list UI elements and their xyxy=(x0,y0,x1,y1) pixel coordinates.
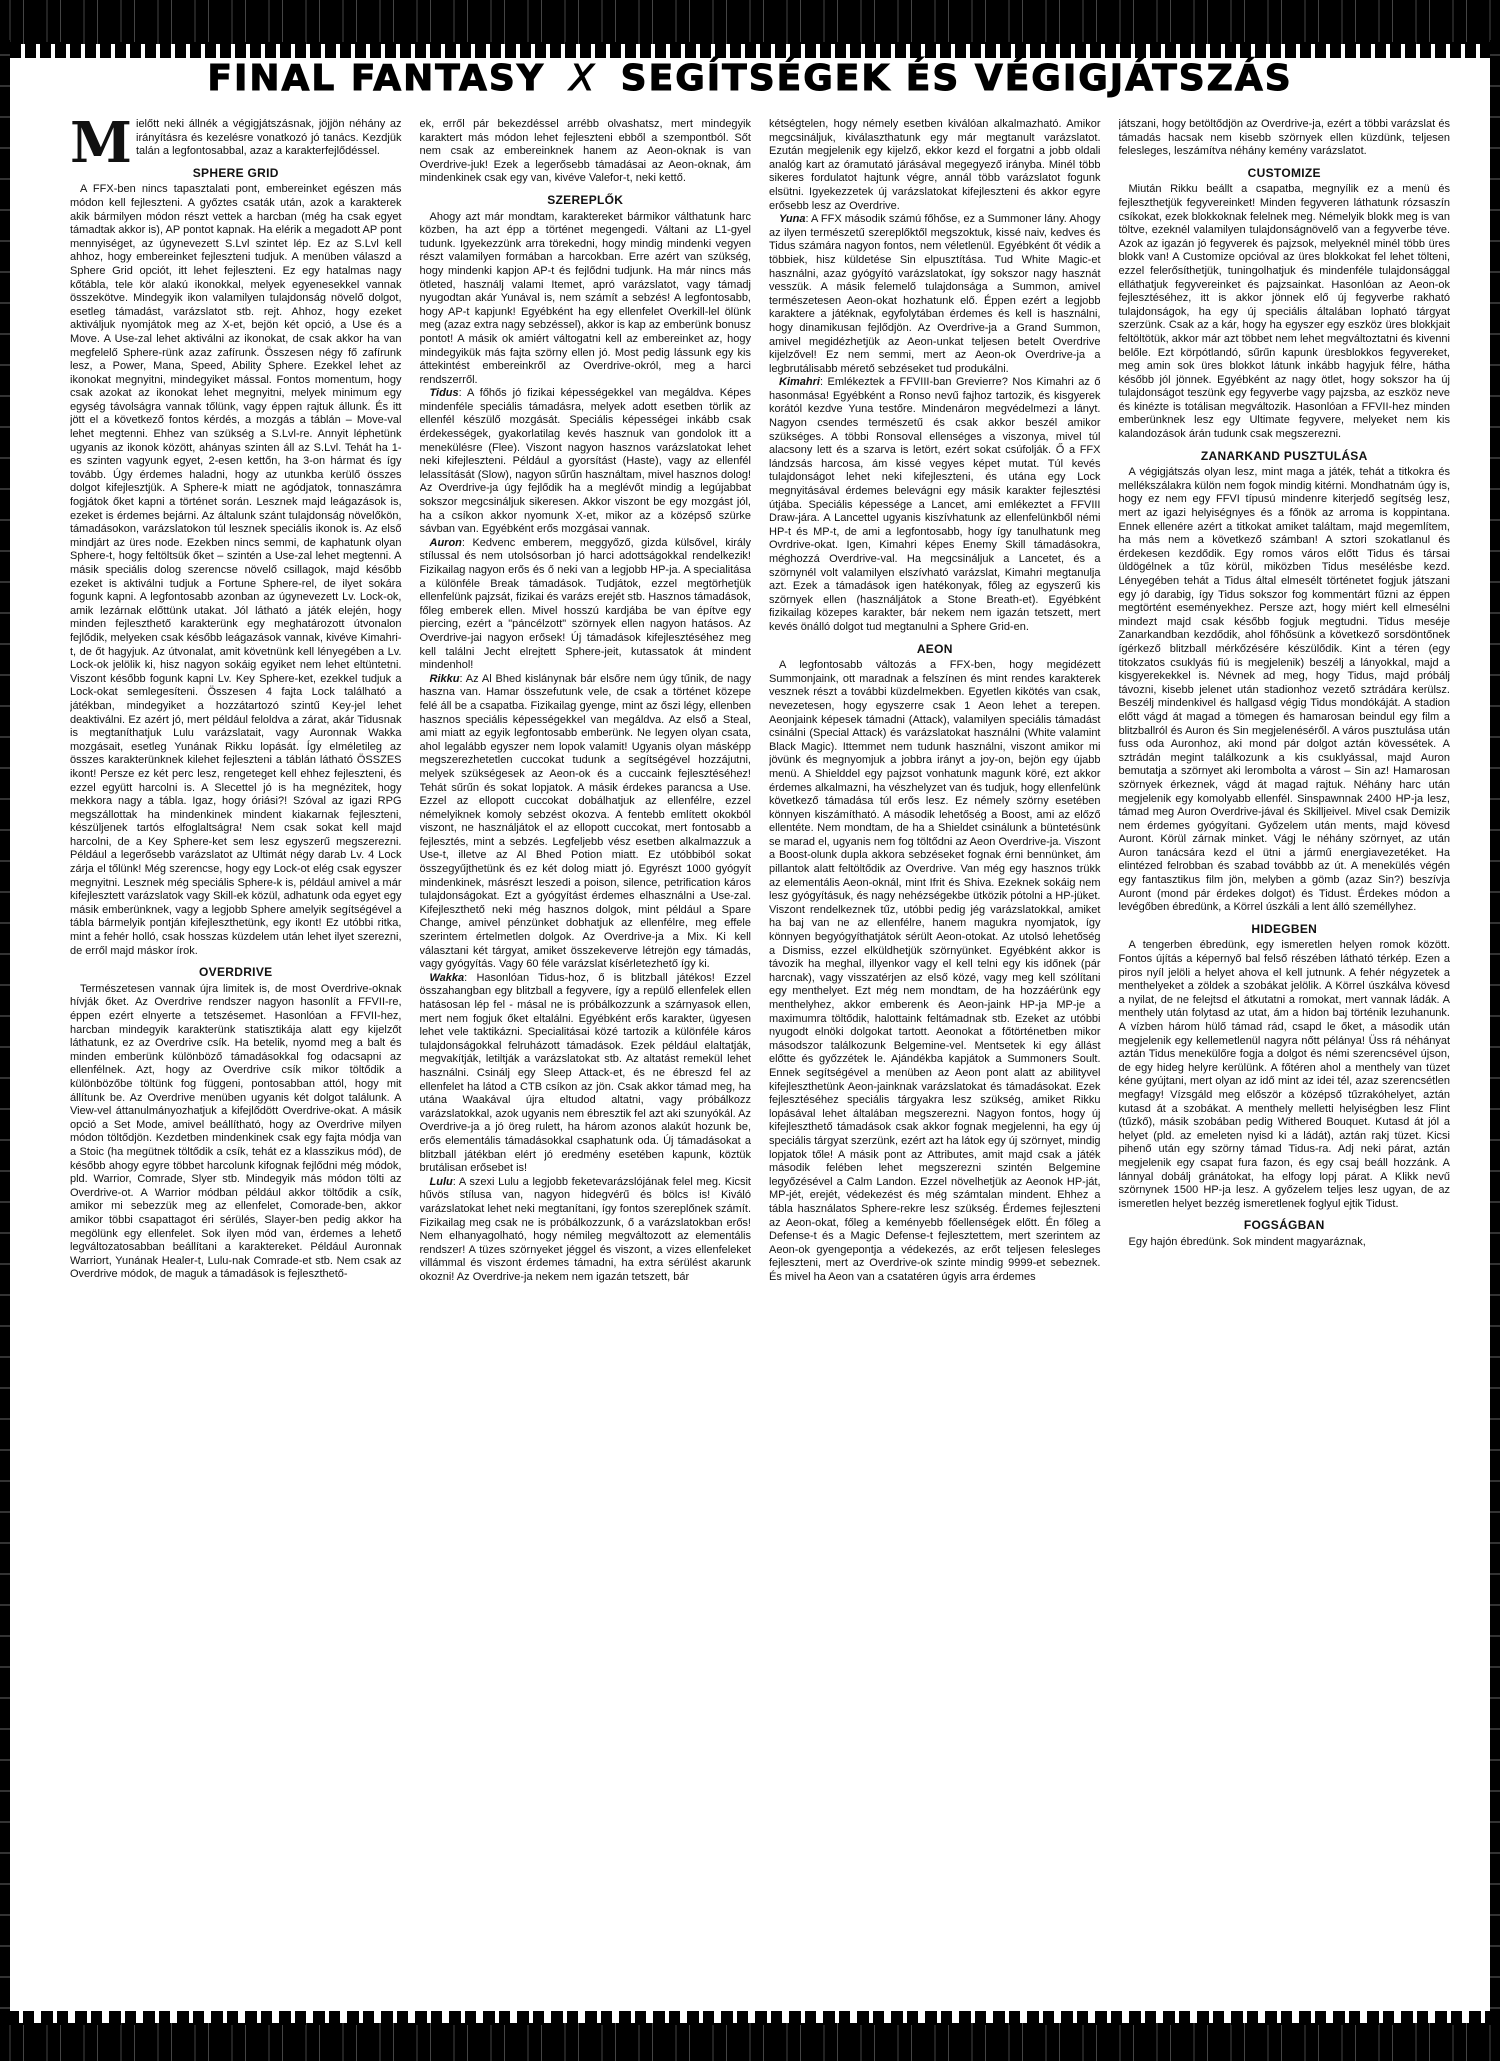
auron-name: Auron xyxy=(429,536,462,549)
wakka-name: Wakka xyxy=(429,971,465,984)
title-left: FINAL FANTASY xyxy=(207,58,545,99)
heading-sphere-grid: SPHERE GRID xyxy=(192,165,279,180)
customize-paragraph: Miután Rikku beállt a csapatba, megnyílik ez a menü és fejleszthetjük fegyvereinket! Minden fegyveren láthatunk rózsaszín csíkokat, ezek blokkoknak felelnek meg. Némelyik blokk meg is van töltve, ezeknél valamilyen tulajdonságnövelő van a fegyverbe téve. Azok az igazán jó fegyverek és pajzsok, melyeknél minél több üres blokk van! A Customize opcióval az üres blokkokat fel lehet tölteni, ezzel felerősíthetjük, tuningolhatjuk és mindenféle tulajdonsággal elláthatjuk fegyvereinket és pajzsainkat. Hasonlóan az Aeon-ok fejlesztéséhez, itt is akkor jönnek elő új fegyverbe rakható tulajdonságok, ha egy új speciális általában lopható tárgyat szerzünk. Csak az a kár, hogy ha egyszer egy eszköz üres blokkjait feltöltötük, akkor már azt többet nem lehet megváltoztatni és kivenni belőle. Ezt körpótlandó, sűrűn kapunk üresblokkos fegyvereket, meg amin sok üres blokkot látunk inkább hagyjuk félre, hátha később jól jönnek. Egyébként az nagy ötlet, hogy sokszor ha új tulajdonságot teszünk egy fegyverbe vagy pajzsba, az eszköz neve és kinézte is totálisan megváltozik. Hasonlóan a FFVII-hez minden emberünknek lesz egy Ultimate fegyvere, melyeket nem kis kalandozások árán tudunk csak megszerezni. xyxy=(1118,183,1450,441)
article-body xyxy=(70,118,1450,2008)
heading-overdrive: OVERDRIVE xyxy=(199,965,273,980)
heading-hidegben: HIDEGBEN xyxy=(1251,921,1318,936)
lulu-paragraph xyxy=(420,1176,752,1285)
top-border xyxy=(0,0,1500,44)
right-border xyxy=(1490,40,1500,2027)
overdrive-cont-paragraph: ek, erről pár bekezdéssel arrébb olvashatsz, mert mindegyik karaktert más módon lehet fejleszteni ebből a szempontból. Sőt nem csak az embereinknek hanem az Aeon-oknak is van Overdrive-juk! Ezek a legerősebb támadásai az Aeon-oknak, ám mindenkinek csak egy van, kivéve Valefor-t, neki kettő. xyxy=(419,118,751,185)
lulu-text: : A szexi Lulu a legjobb feketevarázslójának felel meg. Kicsit hűvös stílusa van, nagyon hidegvérű és bölcs is! Kiváló varázslatokat lehet neki megtanítani, így fontos szereplőnek számít. Fizikailag meg csak ne is próbálkozzunk, ő a varázslatokban erős! Nem elhanyagolható, hogy némileg megváltozott az elementális rendszer! A tüzes szörnyeket jéggel és viszont, a vizes ellenfeleket villámmal és viszont érdemes támadni, ha extra sérülést akarunk okozni! Az Overdrive-ja nekem nem igazán tetszett, bár xyxy=(419,1175,751,1283)
szereplok-paragraph: Ahogy azt már mondtam, karaktereket bármikor válthatunk harc közben, ha azt épp a történet megengedi. Váltani az L1-gyel tudunk. Igyekezzünk arra törekedni, hogy mindig mindenki vegyen részt valamilyen formában a harcokban. Erre azért van szükség, hogy mindenki kapjon AP-t és fejlődni tudjunk. Ha már nincs más ötleted, használj valami Itemet, apró varázslatot, vagy támadj nyugodtan akár Yunával is, nem számít a sebzés! A legfontosabb, hogy AP-t kapjunk! Egyébként ha egy ellenfelet Overkill-lel ölünk meg (azaz extra nagy sebzéssel), akkor is kap az emberünk bonusz pontot! A másik ok amiért váltogatni kell az embereinket az, hogy mindegyikük más fajta szörny ellen jó. Most pedig lássunk egy kis áttekintést embereinkről az Overdrive-okról, meg a harci rendszerről. xyxy=(419,210,751,386)
fogsagban-paragraph: Egy hajón ébredünk. Sok mindent magyaráznak, xyxy=(1128,1235,1366,1248)
heading-zanarkand: ZANARKAND PUSZTULÁSA xyxy=(1200,448,1368,463)
title-right: SEGÍTSÉGEK ÉS VÉGIGJÁTSZÁS xyxy=(620,58,1293,99)
kimahri-text: : Emlékeztek a FFVIII-ban Grevierre? Nos Kimahri az ő hasonmása! Egyébként a Ronso nevű fajhoz tartozik, és kisgyerek korától kezdve Yuna testőre. Mindenáron megvédelmezi a lányt. Nagyon csendes természetű és csak akkor beszél amikor szükséges. A többi Ronsoval ellenséges a viszonya, mivel túl alacsony lett és a szarva is letört, ezért sokat csúfolják. Ő a FFX lándzsás harcosa, ám kissé vegyes képet mutat. Túl kevés tulajdonságot lehet neki kifejleszteni, és utána egy Lock megnyitásával érdemes belevágni egy másik karakter fejlesztési útjába. Speciális képessége a Lancet, ami emlékeztet a FFVIII Draw-jára. A Lancettel ugyanis kiszívhatunk az ellenfelünkből némi HP-t és MP-t, de ami a legfontosabb, hogy így tanulhatunk meg Ovrdrive-okat. Igen, Kimahri képes Enemy Skill támadásokra, méghozzá Overdrive-val. Ha megcsináljuk a Lancetet, és a szörnynél volt valamilyen elszívható varázslat, Kimahri megtanulja azt. Ezek a támadások igen hatékonyak, főleg az egyszerű kis szörnyek ellen (használjátok a Stone Breath-et). Egyébként fizikailag közepes karakter, bár nekem nem igazán tetszett, mert kevés önálló dolgot tud megtanulni a Sphere Grid-en. xyxy=(769,376,1101,633)
column-3 xyxy=(769,118,1101,2008)
yuna-paragraph xyxy=(769,213,1101,376)
left-border xyxy=(0,40,10,2027)
tidus-text: : A főhős jó fizikai képességekkel van megáldva. Képes mindenféle speciális támadásra, melyek adott esetben törlik az ellenfél készülő mozgását. Speciális képességei inkább csak érdekességek, gyakorlatilag kevés hasznuk van gondolok itt a menekülésre (Flee). Viszont nagyon hasznos varázslatokat lehet neki kifejleszteni. Például a gyorsítást (Haste), vagy az ellenfél lelassítását (Slow), nagyon sűrűn használtam, mivel hasznos dolog! Az Overdrive-ja úgy fejlődik ha a meglévőt mindig a legújabbat sokszor megcsináljuk sikeresen. Akkor viszont be egy mozgást jól, ha a csíkon akkor nyomunk X-et, mikor az a középső szürke sávban van. Egyébként erős mozgásai vannak. xyxy=(419,387,751,536)
drop-cap: M xyxy=(70,118,132,176)
sphere-grid-paragraph: A FFX-ben nincs tapasztalati pont, embereinket egészen más módon kell fejleszteni. A győztes csaták után, azok a karakterek akik bármilyen módon részt vettek a harcban (még ha csak egyet támadtak akkor is), AP pontot kapnak. Ha elérik a megadott AP pont mennyiséget, az úgynevezett S.Lvl szintet lép. Ez az S.Lvl kell ahhoz, hogy embereinket fejleszteni tudjuk. A menüben válaszd a Sphere Grid opciót, itt lehet fejleszteni. Ez egy hatalmas nagy kőtábla, tele kör alakú ikonokkal, melyek egyenesekkel vannak összekötve. Mindegyik ikon valamilyen tulajdonság növelő dolgot, esetleg támadást, varázslatot stb. rejt. Ahhoz, hogy ezeket aktiváljuk nyomjátok meg az X-et, bejön két opció, a Use és a Move. A Use-zal lehet aktiválni az ikonokat, de csak akkor ha van megfelelő Sphere-rünk azaz zafírunk. Összesen négy fő zafírunk lesz, a Power, Mana, Speed, Ability Sphere. Ezekkel lehet az ikonokat megnyitni, mindegyiket mással. Fontos momentum, hogy csak azokat az ikonokat lehet megnyitni, melyek minimum egy egység távolságra vannak tőlünk, vagy éppen rajtuk állunk. És itt jött el a következő fontos kérdés, a mozgás a táblán – Move-val lehet megtenni. Ehhez van szükség a S.Lvl-re. Annyit léphetünk ugyanis az ikonok között, ahányas szinten áll az S.Lvl. Tehát ha 1-es szinten vagyunk egyet, 2-esen kettőn, ha 3-on hármat és így tovább. Úgy érdemes haladni, hogy az utunkba kerülő összes dolgot kifejlesztjük. A Sphere-k miatt ne agódjatok, tonnaszámra fogjátok őket kapni a történet során. Lesznek majd leágazások is, ezeket is érdemes bejárni. Az általunk szánt tulajdonság növelőkön, támadásokon, varázslatokon túl lesznek speciális ikonok is. Az első mindjárt az üres node. Ezekben nincs semmi, de kaphatunk olyan Sphere-t, hogy feltöltsük őket – szintén a Use-zal lehet megtenni. A másik speciális dolog szerencse növelő csillagok, majd később ezeket is aktiválni tudjuk a Fortune Sphere-rel, de ilyet sokára fogunk kapni. A legfontosabb azonban az úgynevezett Lv. Lock-ok, amik lezárnak előttünk utakat. Jól látható a játék elején, hogy minden fejleszthető karakterünk egy meghatározott útvonalon fejlődik, melyeken csak később leágazások vannak, kivéve Kimahri-t, de őt hagyjuk. Az útvonalat, amit követnünk kell lényegében a Lv. Lock-ok jelölik ki, hisz nagyon sokáig egyiket nem lehet eltüntetni. Viszont később fogunk kapni Lv. Key Sphere-ket, ezekkel tudjuk a Lock-okat semlegesíteni. Összesen 4 fajta Lock található a játékban, mindegyiket a hozzátartozó szintű Key-jel lehet deaktiválni. Ez azért jó, mert például feloldva a zárat, akár Tidusnak is megtaníthatjuk Lulu varázslatait, vagy Auronnak Wakka mozgásait, esetleg Yunának Rikku lopását. Így elméletileg az összes karakterünknek kilehet fejleszteni a táblán látható ÖSSZES ikont! Persze ez két perc lesz, rengeteget kell ehhez fejleszteni, és ezzel együtt harcolni is. A Slecettel jó is ha megnézitek, hogy mekkora nagy a tábla. Igaz, hogy óriási?! Szóval az igazi RPG megszállottak ha mindenkinek mindent kiakarnak fejleszteni, készüljenek tartós elfoglaltságra! Nem csak sokat kell majd harcolni, de a Key Sphere-ket sem lesz egyszerű megszerezni. Például a legerősebb varázslatot az Ultimát négy darab Lv. 4 Lock zárja el tőlünk! Még szerencse, hogy egy Lock-ot elég csak egyszer megnyitni. Lesznek még speciális Sphere-k is, például amivel a már kifejlesztett varázslatok vagy Skill-ek közül, adhatunk oda egyet egy másik emberünknek, vagy a legjobb Sphere amelyik segítségével a tábla bármelyik pontján kifejleszthetünk, egy ikont! Ez utóbbi ritka, mint a fehér holló, csak hosszas küzdelem után lehet ilyet szerezni, de erről majd máskor írok. xyxy=(70,183,402,957)
yuna-name: Yuna xyxy=(779,213,806,226)
yuna-text: : A FFX második számú főhőse, ez a Summoner lány. Ahogy az ilyen természetű szereplőktől megszoktuk, kissé naiv, kedves és Tidus számára nagyon fontos, nem véletlenül. Egyébként őt védik a többiek, hisz küldetése Sin elpusztítása. Tud White Magic-et használni, azaz gyógyító varázslatokat, így sokszor nagy hasznát vesszük. A másik felemelő tulajdonsága a Summon, amivel természetesen Aeon-okat hozhatunk elő. Éppen ezért a legjobb karaktere a játéknak, egyfolytában érdemes és kell is használni, hogy dinamikusan fejlődjön. Az Overdrive-ja a Grand Summon, amivel megidézhetjük az Aeon-unkat teljesen betelt Overdrive kijelzővel! Ez nem semmi, mert az Aeon-ok Overdrive-ja a legbrutálisabb mérető sebzéseket tud produkálni. xyxy=(769,213,1101,375)
hidegben-paragraph: A tengerben ébredünk, egy ismeretlen helyen romok között. Fontos újítás a képernyő bal felső részében látható térkép. Ezen a piros nyíl jelöli a helyet ahova el kell jutnunk. A fehér négyzetek a menthelyeket a zöldek a szobákat jelölik. A Körrel úszkálva kövesd a nyilat, de ne felejtsd el átkutatni a romokat, mert vannak ládák. A menthely után folytasd az utat, ám a hidon baj történik lezuhanunk. A vízben három hülő támad rád, csapd le őket, a második után megjelenik egy kellemetlenül nagyra nőtt pélánya! Üss rá néhányat aztán Tidus menekülőre fogja a dolgot és némi szerencsével újson, de egy hideg helyre kerülünk. A főtéren ahol a menthely van tüzet kéne gyújtani, mert olyan az idő mint az idei tél, azaz szerencsétlen megfagy! Vízsgáld meg először a középső tűzrakóhelyet, aztán kutasd át a szobákat. A menthely melletti helyiségben lesz Flint (tűzkő), másik szobában pedig Withered Bouquet. Kutasd át jól a helyet (pld. az emeleten nyisd ki a ládát), aztán rakj tüzet. Kicsi pihenő után egy szörny támad Tidus-ra. Adj neki párat, aztán megjelenik egy csapat fura fazon, és egy csaj beáll hozzánk. A lánnyal dobálj gránátokat, ha elfogy lopj párat. A Klikk nevű szörnynek 1500 HP-ja lesz. A győzelem teljes lesz ugyan, de az ismeretlen helyet bezzég ismeretlenek foglyul ejtik Tidust. xyxy=(1118,939,1450,1210)
heading-szereplok: SZEREPLŐK xyxy=(547,192,624,207)
aeon-paragraph: A legfontosabb változás a FFX-ben, hogy megidézett Summonjaink, ott maradnak a felszínen és mint rendes karakterek vesznek részt a további küzdelmekben. Egyetlen kikötés van csak, nevezetesen, hogy egyszerre csak 1 Aeon lehet a terepen. Aeonjaink képesek támadni (Attack), valamilyen speciális támadást csinálni (Special Attack) és varázslatokat használni (White valamint Black Magic). Ittemmet nem tudunk használni, viszont amikor mi jövünk és megnyomjuk a jobbra irányt a joy-on, bejön egy újabb menü. A Shielddel egy pajzsot vonhatunk magunk köré, ezt akkor érdemes alkalmazni, ha vészhelyzet van és tudjuk, hogy ellenfelünk következő támadása túl erős lesz. Ez némely szörny esetében könnyen kiszámítható. A második lehetőség a Boost, ami az előző ellentéte. Nem mondtam, de ha a Shieldet csinálunk a büntetésünk se marad el, ugyanis nem fog töltődni az Aeon Overdrive-ja. Viszont a Boost-olunk dupla akkora sebzéseket fognak érni bennünket, ám pillantok alatt feltöltődik az Overdrive. Van még egy hasznos trükk az elementális Aeon-oknál, mint Ifrit és Shiva. Ezeknek sokáig nem lesz gyógyításuk, és nagy nehézségekbe ütközik pótolni a HP-jüket. Viszont rendelkeznek tűz, utóbbi pedig jég varázslatokkal, amiket ha baj van ne az ellenfélre, hanem magukra nyomjatok, így könnyen begyógyíthatjátok sérült Aeon-otokat. Az utolsó lehetőség a Dismiss, ezzel elküldhetjük szörnyünket. Egyébként akkor is távozik ha meghal, illyenkor vagy el kell telni egy kis időnek (pár harcnak), vagy visszatérjen az első közé, vagy meg kell szólítani egy menthelyet. Ezt még nem mondtam, de ha hozzáérünk egy menthelyhez, akkor emberenk és Aeon-jaink HP-ja MP-je a maximumra töltődik, halottaink feltámadnak stb. Ezeket az utóbbi nyugodt elnöki dolgokat tartott. Aeonokat a főtörténetben mikor másodszor találkozunk Belgemine-vel. Mentsetek ki egy állást előtte és győzzétek le. Ajándékba kapjátok a Summoners Soult. Ennek segítségével a menüben az Aeon pont alatt az abilityvel kifejleszthetünk Aeon-jainknak varázslatokat és támadásokat. Ezek fejlesztéséhez speciális tárgyakra lesz szükség, amiket Rikku lopásával lehet általában megszerezni. Nagyon fontos, hogy új kifejleszthető támadások csak akkor fognak megjelenni, ha egy új speciális tárgyat szerzünk, ezért azt ha látok egy új szörnyet, mindig lopjatok tőle! A másik pont az Attributes, amit majd csak a játék második felében lehet megszerezni szintén Belgemine legyőzésével a Calm Landon. Ezzel növelhetjük az Aeonok HP-ját, MP-jét, erejét, védekezést és még számtalan mindent. Ehhez a tábla használatos Sphere-rekre lesz szükség. Érdemes fejleszteni az Aeon-okat, főleg a keményebb főellenségek előtt. Én főleg a Defense-t és a Magic Defense-t fejlesztettem, mert szerintem az Aeon-ok gyengepontja a védekezés, az erőt teljesen felesleges fejleszteni, mert az Overdrive-ok szinte mindig 9999-et sebeznek. És mivel ha Aeon van a csatatéren úgyis arra érdemes xyxy=(769,659,1101,1283)
bottom-border xyxy=(0,2023,1500,2061)
kimahri-paragraph xyxy=(769,376,1101,634)
intro-text: ielőtt neki állnék a végigjátszásnak, jöjjön néhány az irányításra és kezelésre vonatkozó jó tanács. Kezdjük talán a legfontosabbal, azaz a karakterfejlődéssel. xyxy=(136,118,402,158)
tidus-name: Tidus xyxy=(429,387,459,400)
rikku-name: Rikku xyxy=(429,672,460,685)
heading-customize: CUSTOMIZE xyxy=(1247,165,1321,180)
heading-aeon: AEON xyxy=(916,641,953,656)
column-4 xyxy=(1119,118,1451,2008)
page-title xyxy=(0,58,1500,99)
kimahri-name: Kimahri xyxy=(779,376,820,389)
wakka-text: : Hasonlóan Tidus-hoz, ő is blitzball játékos! Ezzel összahangban egy blitzball a fegyvere, így a repülő ellenfelek ellen hatásosan lép fel - másal ne is próbálkozzunk a szárnyasok ellen, mert nem fogjuk őket eltalálni. Egyébként erős karakter, ügyesen lehet vele taktikázni. Specialitásai közé tartozik a különféle káros tulajdonságokkal felruházott támadások. Ezek például elaltatják, megvakítják, letiltják a varázslatokat stb. Az altatást remekül lehet használni. Csinálj egy Sleep Attack-et, és ne ébreszd fel az ellenfelet ha látod a CTB csíkon az jön. Csak akkor támad meg, ha utána Waakával újra eltudod altatni, vagy próbálkozz varázslatokkal, azok ugyanis nem ébresztik fel azt aki szunyókál. Az Overdrive-ja a jó öreg rulett, ha három azonos alakút hozunk be, erős elementális támadásokkal csaphatunk oda. Új támadásokat a blitzball játékban elért jó eredmény esetében kapunk, köztük brutálisan erősebet is! xyxy=(419,971,751,1175)
tidus-paragraph xyxy=(420,387,752,537)
heading-fogsagban: FOGSÁGBAN xyxy=(1243,1218,1325,1233)
column-1 xyxy=(70,118,402,2008)
title-x: X xyxy=(569,58,597,99)
auron-paragraph xyxy=(420,537,752,673)
rikku-text: : Az Al Bhed kislánynak bár elsőre nem úgy tűnik, de nagy haszna van. Hamar összefutunk vele, de csak a történet közepe felé áll be a csapatba. Fizikailag gyenge, mint az őszi légy, ellenben hasznos speciális képességekkel van megáldva. Az első a Steal, ami miatt az egyik legfontosabb emberünk. Ne legyen olyan csata, ahol legalább egyszer nem lopok valamit! Ugyanis olyan másképp megszerezhetetlen cuccokat tudunk a segítségével hozzájutni, melyek szükségesek az Aeon-ok és a cuccaink fejlesztéséhez! Tehát sűrűn és sokat lopjatok. A másik érdekes parancsa a Use. Ezzel az ellopott cuccokat dobálhatjuk az ellenfélre, ezzel némelyiknek komoly sebzést okozva. A fentebb említett okokból viszont, ne használjátok el az ellopott cuccokat, mert fontosabb a fejlesztés, mint a sebzés. Legfeljebb vész esetben alkalmazzuk a Use-t, illetve az Al Bhed Potion miatt. Ez utóbbiból sokat összegyűjthetünk és ez két dolog miatt jó. Egyrészt 1000 gyógyít mindenkinek, másrészt leszedi a poison, silence, petrification káros tulajdonságokat. Ezt a gyógyítást érdemes elhasználni a Use-zal. Kifejleszthető neki még hasznos dolgok, mint például a Spare Change, amivel pénzünket dobhatjuk az ellenfélre, meg effele szerintem értelmetlen dolgok. Az Overdrive-ja a Mix. Ki kell választani két tárgyat, amiket összekeverve létrejön egy támadás, vagy gyógyítás. Vagy 60 féle varázslat kísérletezhető így ki. xyxy=(419,672,751,971)
aeon-cont-paragraph: játszani, hogy betöltődjön az Overdrive-ja, ezért a többi varázslat és támadás hacsak nem kisebb szörnyek ellen küzdünk, teljesen felesleges, leszámítva néhány kemény varázslatot. xyxy=(1118,118,1450,158)
lulu-cont-paragraph: kétségtelen, hogy némely esetben kiválóan alkalmazható. Amikor megcsináljuk, kiválaszthatunk egy már megtanult varázslatot. Ezután megjelenik egy kijelző, ekkor kezd el forgatni a jobb oldali analóg kart az óramutató járásával megegyező irányba. Minél több sikeres fordulatot hajtunk végre, annál több varázslatot fogunk elsütni. Igyekezzetek új varázslatokat kifejleszteni és akkor egyre erősebb lesz az Overdrive. xyxy=(769,118,1101,212)
overdrive-paragraph: Természetesen vannak újra limitek is, de most Overdrive-oknak hívják őket. Az Overdrive rendszer nagyon hasonlít a FFVII-re, éppen ezért elnyerte a tetszésemet. Hasonlóan a FFVII-hez, harcban mindegyik karakterünk statisztikája alatt egy kijelzőt láthatunk, ez az Overdrive csík. Ha betelik, nyomd meg a balt és minden emberünk különböző támadásokkal fog odacsapni az ellenfélnek. Azt, hogy az Overdrive csík mikor töltődik a különbözőbe töltünk fog függeni, pontosabban attól, hogy mit állítunk be. Az Overdrive menüben ugyanis két dolgot találunk. A View-vel áttanulmányozhatjuk a kifejlődött Overdrive-okat. A másik opció a Set Mode, amivel beállítható, hogy az Overdrive milyen módon töltődjön. Kezdetben mindenkinek csak egy fajta módja van a Stoic (ha megütnek töltődik a csík, tehát ez a klasszikus mód), de később ahogy egyre többet harcolunk kifognak fejlődni még módok, pld. Warrior, Comrade, Slyer stb. Mindegyik más módon tölti az Overdrive-ot. A Warrior módban például akkor töltődik a csík, amikor mi sebezzük meg az ellenfelet, Comorade-ben, akkor amikor többi csapattagot éri sérülés, Slayer-ben pedig akkor ha megölünk egy ellenfelet. Sok ilyen mód van, érdemes a lehető legváltozatosabban beállítani a karaktereket. Például Auronnak Warriort, Yunának Healer-t, Lulu-nak Comrade-et stb. Nem csak az Overdrive módok, de maguk a támadások is fejleszthető- xyxy=(70,982,402,1281)
lulu-name: Lulu xyxy=(429,1175,453,1188)
zanarkand-paragraph: A végigjátszás olyan lesz, mint maga a játék, tehát a titkokra és mellékszálakra külön nem fogok mindig kitérni. Mondhatnám úgy is, hogy ez nem egy FFVI típusú mindenre kiterjedő segítség lesz, mert az igazi helyiségnyes és a főnök az arroma is koppintana. Ennek ellenére azért a titkokat amiket találtam, majd megemlítem, ha más nem a következő számban! A sztori szokatlanul és érdekesen kezdődik. Egy romos város előtt Tidus és társai üldögélnek a tűz körül, miközben Tidus mesélésbe kezd. Lényegében tehát a Tidus által elmesélt történetet fogjuk játszani egy jó darabig, így Tidus sokszor fog kommentárt fűzni az éppen megtörtént eseményekhez. Persze azt, hogy miért kell elmesélni mindezt majd csak később fogjuk megtudni. Tidus meséje Zanarkandban kezdődik, ahol főhősünk a következő sorsdöntőnek ígérkező blitzball mérkőzésére készülődik. Kint a téren (egy titokzatos csuklyás fiú is megjelenik) beszélj a lányokkal, majd a kisgyerekekkel is. Névnek ad meg, hogy Tidus, majd próbálj távozni, kisebb jelenet után stadionhoz vezető sztrádára kerülsz. Beszélj mindenkivel és hallgasd végig Tidus mondókáját. A stadion előtt vágd át magad a tömegen és hamarosan beindul egy film a blitzballról és Auron és Sin megjelenéséről. A város pusztulása után fuss oda Auronhoz, aki mond pár dolgot aztán kövessétek. A sztrádán megint találkozunk a kis csuklyással, majd Auron bemutatja a szörnyet aki lerombolta a várost – Sin az! Hamarosan szörnyek érkeznek, vágd át magad rajtuk. Néhány harc után megjelenik egy komolyabb ellenfél. Sinspawnnak 2400 HP-ja lesz, támad meg Auron Overdrive-jával és Skilljeivel. Mivel csak Demizik nem érdemes gyógyítani. Győzelem után ments, majd kövesd Auront. Körül zárnak minket. Vágj le néhány szörnyet, az után Auron tanácsára kezd el ütni a jármű energiavezetéket. Ha elintézed felrobban és szabad továbbb az út. A menekülés végén egy fantasztikus film jön, melyben a gömb (azaz Sin?) beszívja Auront (mond pár érdekes dolgot) és Tidust. Érdekes módon a levégőben ébredünk, a Körrel úszkáli a lent álló személlyhez. xyxy=(1118,466,1450,914)
wakka-paragraph xyxy=(420,972,752,1176)
column-2 xyxy=(420,118,752,2008)
rikku-paragraph xyxy=(420,673,752,972)
auron-text: : Kedvenc emberem, meggyőző, gizda külsővel, király stílussal és nem utolsósorban jó harci adottságokkal rendelkezik! Fizikailag nagyon erős és ő neki van a legjobb HP-ja. A specialitása a különféle Break támadások. Tudjátok, ezzel megtörhetjük ellenfelünk pajzsát, fizikai és varázs erejét stb. Hasznos támadások, főleg emberek ellen. Mivel hosszú kardjába be van építve egy piercing, ezért a "páncélzott" szörnyek ellen nagyon hatásos. Az Overdrive-jai nagyon erősek! Új támadások kifejlesztéséhez meg kell találni Jecht elrejtett Sphere-jeit, kutassatok át mindent mindenhol! xyxy=(419,536,751,672)
